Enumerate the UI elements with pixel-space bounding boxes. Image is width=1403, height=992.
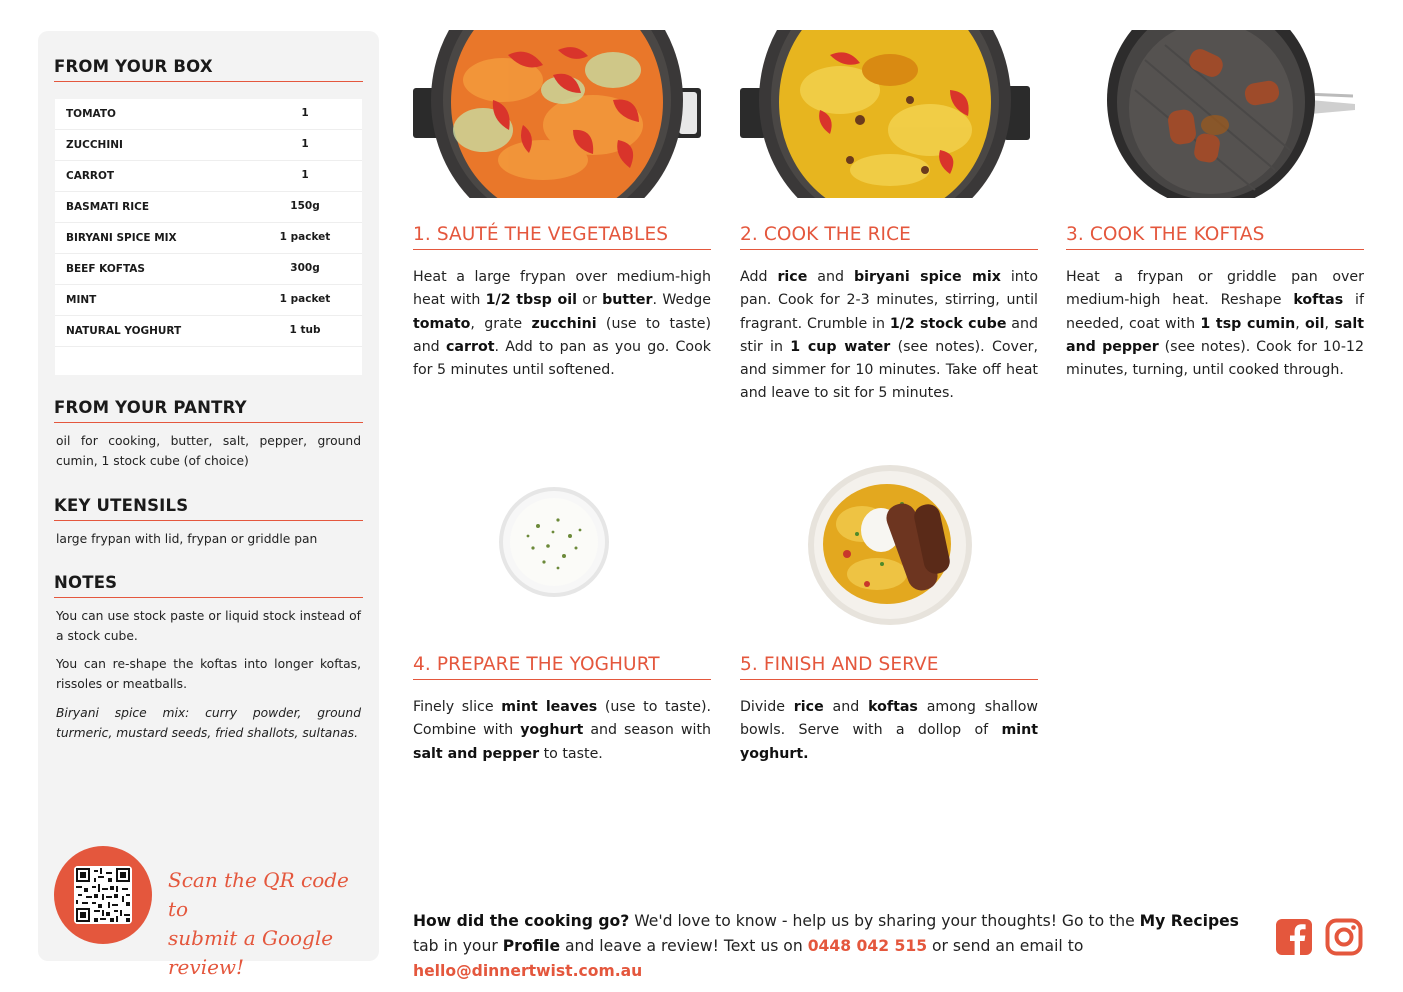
step-3-photo xyxy=(1105,30,1357,198)
step-text-bold: 1/2 tbsp oil xyxy=(485,292,577,309)
ingredient-qty: 1 tub xyxy=(289,324,321,336)
table-row xyxy=(55,285,362,316)
qr-badge xyxy=(54,846,152,944)
step-text-run: into pan. Cook for 2-3 minutes, stirring, until fragrant. Crumble in xyxy=(740,269,1038,332)
footer-run: We'd love to know - help us by sharing your thoughts! Go to the xyxy=(629,912,1140,930)
step-3-text xyxy=(1066,266,1364,382)
step-3-title: 3. COOK THE KOFTAS xyxy=(1066,224,1364,250)
contact-link[interactable]: 0448 042 515 xyxy=(807,937,928,955)
ingredient-name: BIRYANI SPICE MIX xyxy=(66,232,177,244)
step-text-run: (see notes). Cook for 10-12 minutes, turning, until cooked through. xyxy=(1066,338,1364,379)
step-2-text xyxy=(740,266,1038,406)
footer-bold: How did the cooking go? xyxy=(413,912,630,930)
ingredient-qty: 150g xyxy=(290,200,320,212)
step-text-run: Divide xyxy=(740,699,794,715)
table-row xyxy=(55,192,362,223)
feedback-footer xyxy=(413,909,1263,984)
instagram-icon[interactable] xyxy=(1325,918,1363,956)
step-text-run: to taste. xyxy=(539,745,603,762)
table-row xyxy=(55,223,362,254)
step-text-run: . Wedge xyxy=(652,292,711,309)
step-4-photo xyxy=(498,486,610,598)
ingredients-table xyxy=(55,99,362,375)
step-5-text xyxy=(740,696,1038,766)
step-text-run: . Add to pan as you go. Cook for 5 minutes until softened. xyxy=(413,338,711,379)
step-text-run: and xyxy=(823,699,869,715)
step-text-run: and xyxy=(807,269,854,285)
sidebar-panel xyxy=(38,31,379,979)
ingredient-name: BASMATI RICE xyxy=(66,201,150,213)
box-title: FROM YOUR BOX xyxy=(54,57,363,82)
table-row xyxy=(55,161,362,192)
ingredient-name: CARROT xyxy=(66,170,115,182)
pantry-text: oil for cooking, butter, salt, pepper, ground cumin, 1 stock cube (of choice) xyxy=(56,434,361,468)
step-text-run: , grate xyxy=(470,315,532,332)
step-text-bold: salt and pepper xyxy=(1066,315,1364,355)
ingredient-name: BEEF KOFTAS xyxy=(66,263,145,275)
step-text-run: (use to taste). Combine with xyxy=(413,699,712,739)
table-row xyxy=(55,254,362,285)
step-text-bold: 1/2 stock cube xyxy=(889,315,1007,332)
table-row xyxy=(55,99,362,130)
footer-bold: Profile xyxy=(502,937,561,955)
step-1-text xyxy=(413,266,711,382)
step-5-title: 5. FINISH AND SERVE xyxy=(740,654,1038,680)
step-text-run: and season with xyxy=(583,722,711,739)
step-1-title: 1. SAUTÉ THE VEGETABLES xyxy=(413,224,711,250)
table-row xyxy=(55,316,362,347)
ingredient-name: TOMATO xyxy=(66,108,116,120)
step-text-run: Heat a large frypan over medium-high heat with xyxy=(413,269,711,309)
step-text-bold: 1 cup water xyxy=(790,338,891,355)
footer-run: tab in your xyxy=(413,937,503,955)
step-text-run: Add xyxy=(740,269,778,285)
footer-run: or send an email to xyxy=(927,937,1084,955)
step-text-bold: oil xyxy=(1305,315,1325,332)
step-text-bold: biryani spice mix xyxy=(853,269,1001,285)
step-text-run: and stir in xyxy=(740,315,1038,355)
facebook-icon[interactable] xyxy=(1275,918,1313,956)
step-4-title: 4. PREPARE THE YOGHURT xyxy=(413,654,711,680)
utensils-title: KEY UTENSILS xyxy=(54,496,363,521)
notes-title: NOTES xyxy=(54,573,363,598)
ingredient-qty: 1 packet xyxy=(279,293,331,305)
step-2-title: 2. COOK THE RICE xyxy=(740,224,1038,250)
step-text-run: (use to taste) and xyxy=(413,315,711,355)
step-text-run: Heat a frypan or griddle pan over medium-high heat. Reshape xyxy=(1066,269,1364,309)
ingredient-name: ZUCCHINI xyxy=(66,139,123,151)
ingredient-qty: 1 xyxy=(301,138,309,150)
ingredient-qty: 1 packet xyxy=(279,231,331,243)
step-text-run: Finely slice xyxy=(413,699,502,715)
step-text-run: , xyxy=(1324,315,1335,332)
step-text-bold: zucchini xyxy=(531,315,597,332)
step-4-text xyxy=(413,696,711,766)
step-text-run: if needed, coat with xyxy=(1066,292,1364,332)
step-text-bold: koftas xyxy=(868,699,918,715)
qr-caption-line: Scan the QR code to xyxy=(168,868,349,921)
step-text-bold: yoghurt xyxy=(520,722,584,739)
footer-bold: My Recipes xyxy=(1139,912,1239,930)
qr-code-icon[interactable] xyxy=(74,866,132,924)
step-2-photo xyxy=(740,30,1030,198)
ingredient-name: NATURAL YOGHURT xyxy=(66,325,182,337)
utensils-text: large frypan with lid, frypan or griddle pan xyxy=(56,532,318,546)
ingredient-qty: 300g xyxy=(290,262,320,274)
step-text-run: (see notes). Cover, and simmer for 10 minutes. Take off heat and leave to sit for 5 minutes. xyxy=(740,338,1039,402)
step-text-bold: salt and pepper xyxy=(413,745,540,762)
ingredient-name: MINT xyxy=(66,294,97,306)
footer-run: and leave a review! Text us on xyxy=(560,937,808,955)
note-item: You can re-shape the koftas into longer koftas, rissoles or meatballs. xyxy=(56,657,361,691)
step-text-bold: 1 tsp cumin xyxy=(1200,315,1296,332)
note-item: Biryani spice mix: curry powder, ground turmeric, mustard seeds, fried shallots, sultanas. xyxy=(56,706,361,740)
step-text-bold: koftas xyxy=(1293,292,1344,309)
contact-link[interactable]: hello@dinnertwist.com.au xyxy=(413,962,643,980)
step-text-bold: carrot xyxy=(445,338,495,355)
step-text-run: , xyxy=(1295,315,1306,332)
step-1-photo xyxy=(413,30,701,198)
ingredient-qty: 1 xyxy=(301,107,309,119)
note-item: You can use stock paste or liquid stock instead of a stock cube. xyxy=(56,609,361,643)
step-text-run: among shallow bowls. Serve with a dollop of xyxy=(740,699,1039,739)
qr-caption-line: submit a Google review! xyxy=(168,926,334,979)
pantry-title: FROM YOUR PANTRY xyxy=(54,398,363,423)
step-text-bold: mint leaves xyxy=(501,699,598,715)
ingredient-qty: 1 xyxy=(301,169,309,181)
step-text-bold: rice xyxy=(793,699,824,715)
step-text-bold: mint yoghurt. xyxy=(740,722,1038,762)
step-text-run: or xyxy=(577,292,603,309)
table-row xyxy=(55,130,362,161)
step-5-photo xyxy=(807,464,973,626)
qr-caption xyxy=(168,866,368,982)
step-text-bold: butter xyxy=(602,292,653,309)
step-text-bold: tomato xyxy=(413,315,471,332)
step-text-bold: rice xyxy=(777,269,808,285)
